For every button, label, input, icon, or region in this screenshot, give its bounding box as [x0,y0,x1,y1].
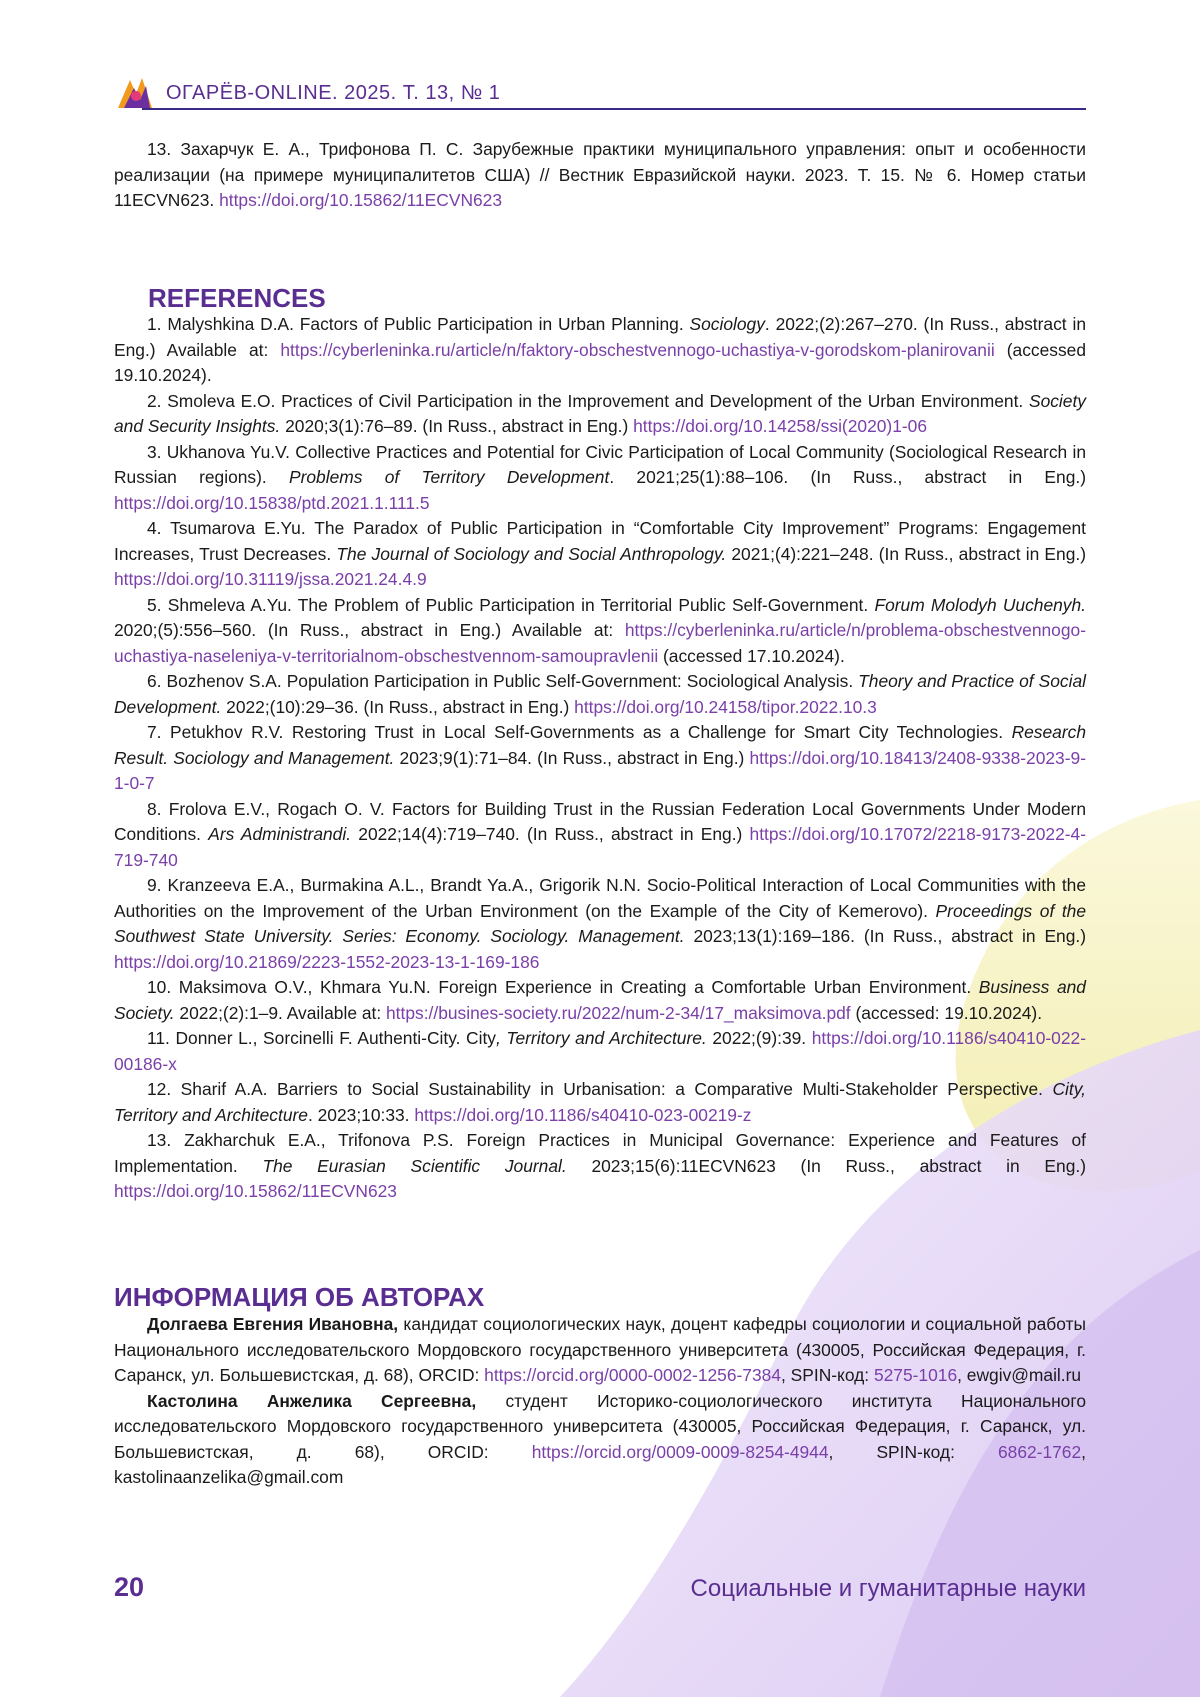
reference-source: Proceedings of the Southwest State University. Series: Economy. Sociology. Management. [114,901,1086,947]
author-email-separator: , [1081,1442,1086,1462]
author-item [114,1389,1086,1491]
reference-link[interactable]: https://doi.org/10.17072/2218-9173-2022-4-719-740 [114,824,1086,870]
reference-item [114,1077,1086,1128]
reference-text: 6. Bozhenov S.A. Population Participation in Public Self-Government: Sociological Analysis. [147,671,858,691]
author-description: студент Историко-социологического института Национального исследовательского Мордовского государственного университета (430005, Российская Федерация, г. Саранск, ул. Большевистская, д. 68), ORCID: [114,1391,1086,1462]
reference-source: Theory and Practice of Social Development. [114,671,1086,717]
reference-source: City, Territory and Architecture [114,1079,1086,1125]
reference-details: 2022;(10):29–36. (In Russ., abstract in Eng.) [221,697,574,717]
reference-tail: (accessed 17.10.2024). [658,646,845,666]
author-email-separator: , [957,1365,967,1385]
reference-item [114,873,1086,975]
reference-source: Ars Administrandi. [208,824,351,844]
reference-item [114,1026,1086,1077]
references-heading: REFERENCES [148,283,326,314]
reference-source: The Journal of Sociology and Social Anthropology. [336,544,726,564]
reference-text: 4. Tsumarova E.Yu. The Paradox of Public Participation in “Comfortable City Improvement” Programs: Engagement Increases, Trust Decreases. [114,518,1086,564]
reference-link[interactable]: https://doi.org/10.31119/jssa.2021.24.4.9 [114,569,427,589]
reference-text: 1. Malyshkina D.A. Factors of Public Participation in Urban Planning. [147,314,690,334]
reference-details: 2020;3(1):76–89. (In Russ., abstract in Eng.) [280,416,633,436]
reference-item [114,720,1086,797]
reference-source: Society and Security Insights. [114,391,1086,437]
reference-link[interactable]: https://doi.org/10.1186/s40410-022-00186-x [114,1028,1086,1074]
reference-item [114,975,1086,1026]
reference-details: 2022;14(4):719–740. (In Russ., abstract in Eng.) [351,824,749,844]
prev-ref-text: 13. Захарчук Е. А., Трифонова П. С. Зарубежные практики муниципального управления: опыт и особенности реализации (на примере муниципалитетов США) // Вестник Евразийской науки. 2023. Т. 15. № 6. Номер статьи 11ECVN623. [114,139,1086,210]
authors-list [114,1312,1086,1491]
author-email[interactable]: ewgiv@mail.ru [967,1365,1081,1385]
header-divider [142,108,1086,110]
reference-tail: (accessed 19.10.2024). [114,340,1086,386]
page [0,0,1200,1697]
reference-source: Research Result. Sociology and Management. [114,722,1086,768]
journal-logo-icon [114,74,154,110]
author-spin-label: , SPIN-код: [781,1365,874,1385]
reference-text: 3. Ukhanova Yu.V. Collective Practices and Potential for Civic Participation of Local Community (Sociological Research in Russian regions). [114,442,1086,488]
reference-link[interactable]: https://doi.org/10.14258/ssi(2020)1-06 [633,416,927,436]
reference-link[interactable]: https://busines-society.ru/2022/num-2-34/17_maksimova.pdf [386,1003,851,1023]
reference-text: 5. Shmeleva A.Yu. The Problem of Public Participation in Territorial Public Self-Government. [147,595,874,615]
reference-link[interactable]: https://doi.org/10.21869/2223-1552-2023-13-1-169-186 [114,952,539,972]
reference-link[interactable]: https://doi.org/10.15862/11ECVN623 [114,1181,397,1201]
reference-link[interactable]: https://doi.org/10.24158/tipor.2022.10.3 [574,697,877,717]
author-item [114,1312,1086,1389]
references-list [114,312,1086,1205]
reference-source: The Eurasian Scientific Journal. [262,1156,566,1176]
reference-item [114,1128,1086,1205]
reference-source: Business and Society. [114,977,1086,1023]
author-orcid-link[interactable]: https://orcid.org/0009-0009-8254-4944 [532,1442,829,1462]
reference-source: Sociology [690,314,765,334]
reference-text: 13. Zakharchuk E.A., Trifonova P.S. Foreign Practices in Municipal Governance: Experience and Features of Implementation. [114,1130,1086,1176]
reference-details: 2020;(5):556–560. (In Russ., abstract in Eng.) Available at: [114,620,625,640]
journal-header [114,74,1086,110]
reference-text: 8. Frolova E.V., Rogach O. V. Factors for Building Trust in the Russian Federation Local Governments Under Modern Conditions. [114,799,1086,845]
reference-text: 9. Kranzeeva E.A., Burmakina A.L., Brandt Ya.A., Grigorik N.N. Socio-Political Interaction of Local Communities with the Authorities on the Improvement of the Urban Environment (on the Example of the City of Kemerovo). [114,875,1086,921]
author-description: кандидат социологических наук, доцент кафедры социологии и социальной работы Национального исследовательского Мордовского государственного университета (430005, Российская Федерация, г. Саранск, ул. Большевистская, д. 68), ORCID: [114,1314,1086,1385]
footer-section-title: Социальные и гуманитарные науки [691,1575,1086,1603]
reference-source: Problems of Territory Development [289,467,609,487]
author-name: Кастолина Анжелика Сергеевна, [147,1391,476,1411]
reference-text: 11. Donner L., Sorcinelli F. Authenti-City. City [147,1028,496,1048]
authors-heading: ИНФОРМАЦИЯ ОБ АВТОРАХ [114,1282,484,1313]
reference-source: , Territory and Architecture. [496,1028,707,1048]
journal-title: ОГАРЁВ-ONLINE. 2025. Т. 13, № 1 [166,82,500,105]
reference-item [114,516,1086,593]
reference-details: 2022;(9):39. [707,1028,812,1048]
author-orcid-link[interactable]: https://orcid.org/0000-0002-1256-7384 [484,1365,781,1385]
prev-ref-doi-link[interactable]: https://doi.org/10.15862/11ECVN623 [219,190,502,210]
reference-text: 12. Sharif A.A. Barriers to Social Sustainability in Urbanisation: a Comparative Multi-Stakeholder Perspective. [147,1079,1053,1099]
previous-reference [114,137,1086,214]
reference-text: 7. Petukhov R.V. Restoring Trust in Local Self-Governments as a Challenge for Smart City Technologies. [147,722,1012,742]
reference-details: . 2021;25(1):88–106. (In Russ., abstract in Eng.) [609,467,1086,487]
reference-link[interactable]: https://doi.org/10.15838/ptd.2021.1.111.5 [114,493,430,513]
author-spin-link[interactable]: 5275-1016 [874,1365,957,1385]
reference-item [114,593,1086,670]
reference-item [114,797,1086,874]
reference-link[interactable]: https://cyberleninka.ru/article/n/problema-obschestvennogo-uchastiya-naseleniya-v-territorialnom-obschestvennom-samoupravlenii [114,620,1086,666]
reference-details: 2023;15(6):11ECVN623 (In Russ., abstract in Eng.) [567,1156,1086,1176]
author-email[interactable]: kastolinaanzelika@gmail.com [114,1467,343,1487]
reference-details: . 2022;(2):267–270. (In Russ., abstract in Eng.) Available at: [114,314,1086,360]
reference-text: 2. Smoleva E.O. Practices of Civil Participation in the Improvement and Development of the Urban Environment. [147,391,1029,411]
reference-details: 2023;9(1):71–84. (In Russ., abstract in Eng.) [394,748,749,768]
reference-source: Forum Molodyh Uuchenyh. [874,595,1086,615]
reference-details: 2022;(2):1–9. Available at: [175,1003,386,1023]
reference-link[interactable]: https://doi.org/10.18413/2408-9338-2023-9-1-0-7 [114,748,1086,794]
reference-item [114,389,1086,440]
reference-link[interactable]: https://doi.org/10.1186/s40410-023-00219-z [414,1105,751,1125]
reference-details: . 2023;10:33. [308,1105,414,1125]
reference-tail: (accessed: 19.10.2024). [851,1003,1042,1023]
reference-item [114,312,1086,389]
author-name: Долгаева Евгения Ивановна, [147,1314,398,1334]
author-spin-label: , SPIN-код: [829,1442,998,1462]
reference-details: 2021;(4):221–248. (In Russ., abstract in Eng.) [726,544,1086,564]
page-number: 20 [114,1572,144,1603]
reference-details: 2023;13(1):169–186. (In Russ., abstract in Eng.) [685,926,1086,946]
reference-text: 10. Maksimova O.V., Khmara Yu.N. Foreign Experience in Creating a Comfortable Urban Environment. [147,977,979,997]
reference-item [114,440,1086,517]
reference-link[interactable]: https://cyberleninka.ru/article/n/faktory-obschestvennogo-uchastiya-v-gorodskom-planirovanii [280,340,994,360]
author-spin-link[interactable]: 6862-1762 [998,1442,1081,1462]
reference-item [114,669,1086,720]
